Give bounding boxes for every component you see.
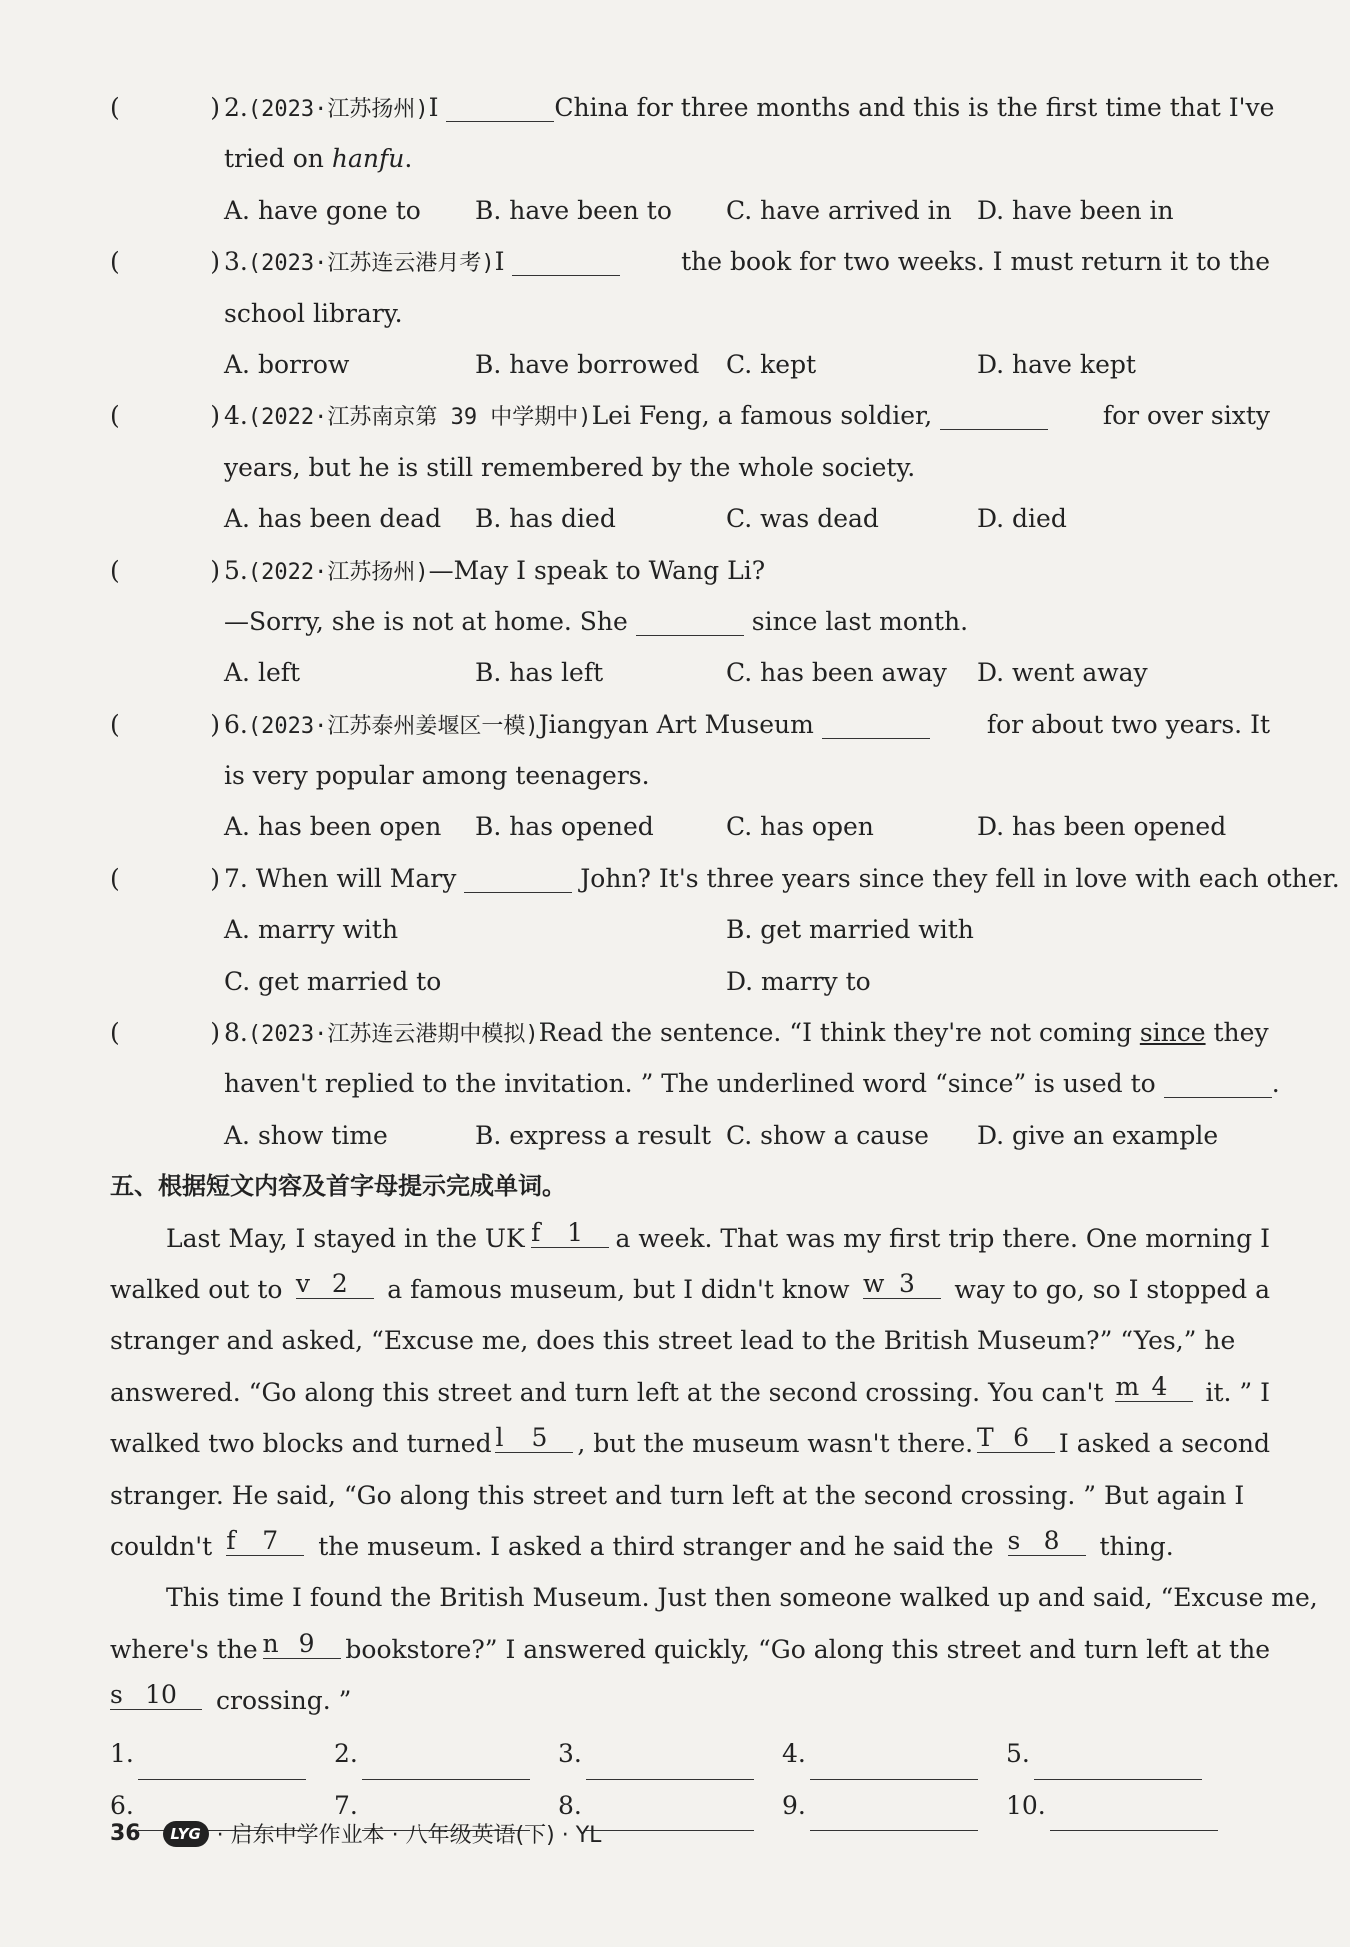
option-b[interactable]: B. get married with <box>726 915 974 945</box>
option-c[interactable]: C. show a cause <box>726 1120 929 1150</box>
passage-text: I asked a second <box>1058 1429 1270 1459</box>
word-gap-9[interactable] <box>263 1624 341 1659</box>
passage-line <box>110 1572 1318 1623</box>
passage-line <box>110 1470 1270 1521</box>
section-title: 五、根据短文内容及首字母提示完成单词。 <box>110 1172 566 1201</box>
question-3: ( ) 3.(2023·江苏连云港月考)I the book for two weeks. I must return it to the <box>110 247 1270 277</box>
option-d[interactable]: D. has been opened <box>977 812 1227 842</box>
initial-letter: w <box>862 1268 885 1298</box>
option-a[interactable]: A. has been dead <box>224 504 442 534</box>
passage-text: where's the <box>110 1634 258 1664</box>
question-8: ( ) 8.(2023·江苏连云港期中模拟)Read the sentence. “I think they're not coming since they <box>110 1018 1269 1048</box>
initial-letter: m <box>1115 1371 1140 1401</box>
passage-line <box>110 1367 1270 1418</box>
footer-text: · 启东中学作业本 · 八年级英语(下) · YL <box>216 1823 602 1848</box>
option-b[interactable]: B. have borrowed <box>475 349 700 379</box>
option-a[interactable]: A. show time <box>224 1120 388 1150</box>
options <box>110 801 1270 852</box>
passage-text: answered. “Go along this street and turn left at the second crossing. You can't <box>110 1377 1104 1407</box>
page-footer <box>110 1818 601 1849</box>
answer-blank[interactable] <box>446 91 554 122</box>
gap-number: 2 <box>331 1268 348 1298</box>
answer-blank[interactable] <box>940 399 1048 430</box>
option-d[interactable]: D. have kept <box>977 349 1136 379</box>
page-number: 36 <box>110 1821 141 1846</box>
passage-text: stranger. He said, “Go along this street and turn left at the second crossing. ” But again I <box>110 1480 1245 1510</box>
gap-number: 9 <box>298 1628 315 1658</box>
gap-number: 5 <box>531 1423 548 1453</box>
option-c[interactable]: C. has been away <box>726 658 947 688</box>
passage-line <box>110 1315 1270 1366</box>
answer-line[interactable] <box>810 1800 978 1831</box>
passage-text: a famous museum, but I didn't know <box>387 1274 850 1304</box>
options <box>110 493 1270 544</box>
gap-number: 4 <box>1151 1371 1168 1401</box>
option-a[interactable]: A. marry with <box>224 915 399 945</box>
passage-text: the museum. I asked a third stranger and he said the <box>318 1531 994 1561</box>
option-c[interactable]: C. kept <box>726 349 817 379</box>
answer-row-1: 1. 2. 3. 4. 5. <box>110 1729 1270 1780</box>
gap-number: 8 <box>1043 1525 1060 1555</box>
question-7: ( ) 7. When will Mary John? It's three years since they fell in love with each other. <box>110 863 1340 893</box>
option-b[interactable]: B. express a result <box>475 1120 712 1150</box>
question-source: (2023·江苏连云港月考) <box>247 251 495 277</box>
option-c[interactable]: C. has open <box>726 812 874 842</box>
option-c[interactable]: C. have arrived in <box>726 195 952 225</box>
passage-text: bookstore?” I answered quickly, “Go along this street and turn left at the <box>345 1634 1270 1664</box>
option-d[interactable]: D. give an example <box>977 1120 1219 1150</box>
passage-line <box>110 1675 1270 1726</box>
question-6: ( ) 6.(2023·江苏泰州姜堰区一模)Jiangyan Art Museum for about two years. It <box>110 709 1270 739</box>
gap-number: 3 <box>899 1268 915 1298</box>
question-number: 6. <box>224 709 248 739</box>
question-4: ( ) 4.(2022·江苏南京第 39 中学期中)Lei Feng, a famous soldier, for over sixty <box>110 401 1270 431</box>
gap-number: 7 <box>262 1525 279 1555</box>
answer-line[interactable] <box>1034 1749 1202 1780</box>
answer-blank[interactable] <box>464 862 572 893</box>
option-d[interactable]: D. marry to <box>726 966 871 996</box>
passage-text: way to go, so I stopped a <box>954 1274 1270 1304</box>
option-a[interactable]: A. have gone to <box>224 195 421 225</box>
initial-letter: f <box>226 1525 236 1555</box>
answer-line[interactable] <box>138 1749 306 1780</box>
option-b[interactable]: B. have been to <box>475 195 672 225</box>
word-gap-3[interactable] <box>863 1264 941 1299</box>
answer-line[interactable] <box>810 1749 978 1780</box>
passage-line <box>110 1521 1270 1572</box>
passage-line <box>110 1264 1270 1315</box>
answer-line[interactable] <box>1050 1800 1218 1831</box>
question-2: ( ) 2.(2023·江苏扬州)I China for three months and this is the first time that I've <box>110 93 1275 122</box>
passage-text: crossing. ” <box>216 1686 352 1716</box>
answer-line[interactable] <box>362 1749 530 1780</box>
options <box>110 185 1270 236</box>
options-row-1 <box>110 904 1270 955</box>
passage-text: walked two blocks and turned <box>110 1429 492 1459</box>
passage-line <box>110 1418 1270 1469</box>
options <box>110 339 1270 390</box>
initial-letter: f <box>531 1217 541 1247</box>
question-number: 7. <box>224 863 248 893</box>
passage-text: This time I found the British Museum. Just then someone walked up and said, “Excuse me, <box>166 1583 1318 1613</box>
initial-letter: n <box>262 1628 279 1658</box>
question-source: (2022·江苏扬州) <box>247 559 429 585</box>
option-b[interactable]: B. has opened <box>475 812 654 842</box>
gap-number: 10 <box>145 1680 177 1710</box>
options <box>110 647 1270 698</box>
gap-number: 6 <box>1013 1423 1029 1453</box>
option-b[interactable]: B. has left <box>475 658 604 688</box>
options-row-2 <box>110 956 1270 1007</box>
option-d[interactable]: D. went away <box>977 658 1148 688</box>
word-gap-10[interactable] <box>110 1675 202 1710</box>
question-number: 8. <box>224 1018 248 1048</box>
initial-letter: s <box>1007 1525 1021 1555</box>
answer-blank[interactable] <box>1164 1067 1272 1098</box>
question-source: (2022·江苏南京第 39 中学期中) <box>247 405 592 431</box>
option-d[interactable]: D. died <box>977 504 1067 534</box>
passage-text: , but the museum wasn't there. <box>577 1429 974 1459</box>
question-source: (2023·江苏扬州) <box>247 97 429 122</box>
word-gap-1[interactable] <box>531 1213 609 1248</box>
answer-blank[interactable] <box>636 605 744 636</box>
passage-text: walked out to <box>110 1274 283 1304</box>
publisher-logo: LYG <box>163 1821 209 1847</box>
question-source: (2023·江苏连云港期中模拟) <box>247 1022 539 1048</box>
initial-letter: l <box>495 1423 504 1453</box>
option-b[interactable]: B. has died <box>475 504 616 534</box>
underlined-word: since <box>1139 1018 1206 1048</box>
option-a[interactable]: A. has been open <box>224 812 442 842</box>
answer-blank[interactable] <box>822 708 930 739</box>
question-number: 3. <box>224 247 248 277</box>
question-number: 5. <box>224 555 248 585</box>
question-number: 2. <box>224 93 248 122</box>
answer-row-2: 6. 7. 8. 9. 10. <box>110 1780 1270 1831</box>
word-gap-7[interactable] <box>226 1521 304 1556</box>
passage <box>110 1213 1318 1727</box>
options <box>110 1110 1270 1161</box>
answer-line[interactable] <box>586 1800 754 1831</box>
option-c[interactable]: C. get married to <box>224 966 442 996</box>
word-gap-4[interactable] <box>1115 1367 1193 1402</box>
passage-text: it. ” I <box>1205 1377 1270 1407</box>
word-gap-6[interactable] <box>977 1418 1055 1453</box>
option-d[interactable]: D. have been in <box>977 195 1174 225</box>
word-gap-5[interactable] <box>495 1418 573 1453</box>
initial-letter: T <box>977 1423 994 1453</box>
option-a[interactable]: A. borrow <box>224 349 350 379</box>
answer-blank[interactable] <box>512 245 620 276</box>
word-gap-8[interactable] <box>1008 1521 1086 1556</box>
answer-line[interactable] <box>586 1749 754 1780</box>
worksheet-page: ( ) 2.(2023·江苏扬州)I China for three months and this is the first time that I've tried on hanfu. A. have gone to B. have been to C. have arrived in D. have been in ( ) 3.(2023·江苏连云港月考)I the book for two weeks. I must return it to the school library. A. borrow B. have borrowed C. kept D. have kept ( ) 4.(2022·江苏南京第 39 中学期中)Lei Feng, a famous soldier, for over sixty years, but he is still remembered by the whole society. A. has been dead B. has died C. was dead D. died ( ) 5.(2022·江苏扬州)—May I speak to Wang Li? —Sorry, she is not at home. She since last month. A. left B. has left C. has been away D. went away ( ) 6.(2023·江苏泰州姜堰区一模)Jiangyan Art Museum for about two years. It is very popular among teenagers. A. has been open B. has opened C. has open D. has been opened ( ) 7. When will Mary John? It's three years since they fell in love with each other. A. marry with B. get married with C. get married to D. marry to ( ) 8.(2023·江苏连云港期中模拟)Read the sentence. “I think they're not coming since they haven't replied to the invitation. ” The underlined word “since” is used to . A. show time B. express a result C. show a cause D. give an example 五、根据短文内容及首字母提示完成单词。 Last May, I stayed in the UK f 1 a week. That was my first trip there. One morning I walked out to v 2 a famous museum, but I didn't know w 3 way to go, so I stopped a stranger and asked, “Excuse me, does this street lead to the British Museum?” “Yes,” he answered. “Go along this street and turn left at the second crossing. You can't m 4 it. ” I walked two blocks and turned l 5 , but the museum wasn't there. T 6 I asked a second stranger. He said, “Go along this street and turn left at the second crossing. ” But again I couldn't f 7 the museum. I asked a third stranger and he said the s 8 thing. This time I found the British Museum. Just then someone walked up and said, “Excuse me, where's the n 9 bookstore?” I answered quickly, “Go along this street and turn left at the s 10 crossing. ” 1. 2. 3. 4. 5. 6. 7. 8. 9. 10. 36 LYG · 启东中学作业本 · 八年级英语(下) · YL <box>0 0 1350 1947</box>
option-c[interactable]: C. was dead <box>726 504 879 534</box>
passage-line <box>110 1213 1270 1264</box>
word-gap-2[interactable] <box>296 1264 374 1299</box>
passage-text: Last May, I stayed in the UK <box>166 1223 525 1253</box>
question-number: 4. <box>224 401 248 431</box>
initial-letter: v <box>295 1268 310 1298</box>
initial-letter: s <box>110 1680 123 1710</box>
passage-text: couldn't <box>110 1531 213 1561</box>
passage-text: stranger and asked, “Excuse me, does this street lead to the British Museum?” “Yes,” he <box>110 1326 1236 1356</box>
passage-text: a week. That was my first trip there. One morning I <box>615 1223 1270 1253</box>
passage-text: thing. <box>1099 1531 1174 1561</box>
option-a[interactable]: A. left <box>224 658 301 688</box>
passage-line <box>110 1624 1270 1675</box>
question-5: ( ) 5.(2022·江苏扬州)—May I speak to Wang Li? <box>110 555 766 585</box>
question-source: (2023·江苏泰州姜堰区一模) <box>247 713 539 739</box>
gap-number: 1 <box>567 1217 584 1247</box>
